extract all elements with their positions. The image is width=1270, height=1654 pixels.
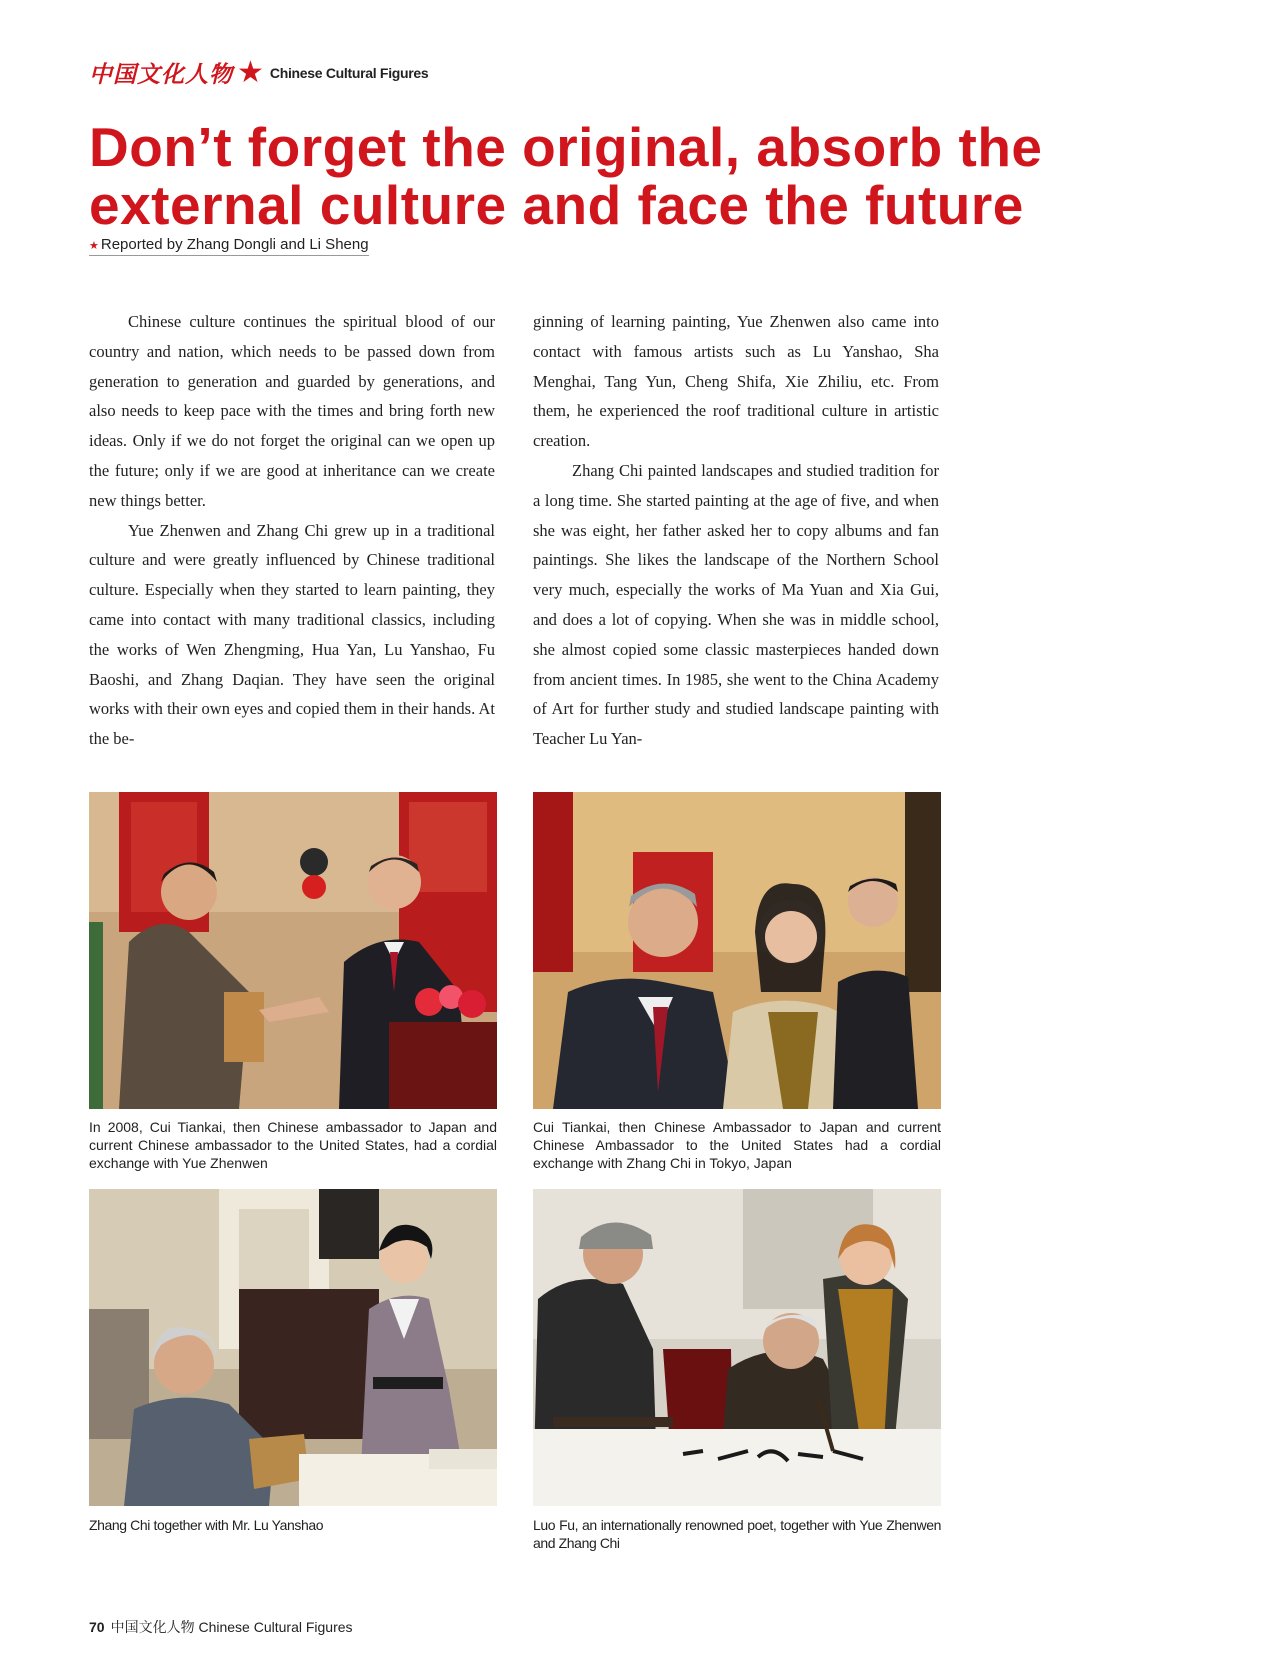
paragraph: ginning of learning painting, Yue Zhenwen also came into contact with famous artists such as Lu Yanshao, Sha Menghai, Tang Yun, Cheng Shifa, Xie Zhiliu, etc. From them, he experienced the roof traditional culture in artistic creation.: [533, 312, 939, 451]
star-icon: ★: [89, 240, 99, 252]
footer-text: 中国文化人物 Chinese Cultural Figures: [110, 1619, 353, 1635]
photo-caption: Luo Fu, an internationally renowned poet, together with Yue Zhenwen and Zhang Chi: [533, 1517, 941, 1551]
photo-handshake-image: [89, 792, 497, 1109]
paragraph: Zhang Chi painted landscapes and studied tradition for a long time. She started painting at the age of five, and when she was eight, her father asked her to copy albums and fan paintings. She likes the landscape of the Northern School very much, especially the works of Ma Yuan and Xia Gui, and does a lot of copying. When she was in middle school, she almost copied some classic masterpieces handed down from ancient times. In 1985, she went to the China Academy of Art for further study and studied landscape painting with Teacher Lu Yan-: [533, 460, 939, 749]
byline: [89, 236, 369, 256]
photo-caption: In 2008, Cui Tiankai, then Chinese ambassador to Japan and current Chinese ambassador to the United States, had a cordial exchange with Yue Zhenwen: [89, 1119, 497, 1171]
paragraph: Yue Zhenwen and Zhang Chi grew up in a traditional culture and were greatly influenced by Chinese traditional culture. Especially when they started to learn painting, they came into contact with many traditional classics, including the works of Wen Zhengming, Hua Yan, Lu Yanshao, Fu Baoshi, and Zhang Daqian. They have seen the original works with their own eyes and copied them in their hands. At the be-: [89, 520, 495, 749]
star-icon: ★: [237, 55, 264, 89]
section-title-en: Chinese Cultural Figures: [269, 64, 429, 81]
photo-lu-yanshao-image: [89, 1189, 497, 1506]
photo-ambassador-image: [533, 792, 941, 1109]
title-line-1: Don’t forget the original, absorb the: [89, 116, 1043, 178]
left-column: [89, 307, 495, 754]
byline-text: Reported by Zhang Dongli and Li Sheng: [100, 236, 369, 253]
right-column: [533, 307, 939, 754]
paragraph: Chinese culture continues the spiritual blood of our country and nation, which needs to be passed down from generation to generation and guarded by generations, and also needs to keep pace with the times and bring forth new ideas. Only if we do not forget the original can we open up the future; only if we are good at inheritance can we create new things better.: [89, 312, 495, 510]
section-header: [89, 56, 428, 89]
photo-caption: Cui Tiankai, then Chinese Ambassador to Japan and current Chinese Ambassador to the United States had a cordial exchange with Zhang Chi in Tokyo, Japan: [533, 1119, 941, 1171]
section-title-cn: 中国文化人物: [89, 61, 233, 88]
title-line-2: external culture and face the future: [89, 174, 1024, 236]
article-title: [89, 118, 1169, 234]
photo-lu-yanshao: [89, 1189, 497, 1506]
photo-ambassador-zhang-chi: [533, 792, 941, 1109]
photo-handshake: [89, 792, 497, 1109]
photo-luo-fu: [533, 1189, 941, 1506]
photo-caption: Zhang Chi together with Mr. Lu Yanshao: [89, 1517, 324, 1533]
page-number: 70: [89, 1619, 105, 1635]
photo-luo-fu-image: [533, 1189, 941, 1506]
page-footer: [89, 1617, 353, 1637]
